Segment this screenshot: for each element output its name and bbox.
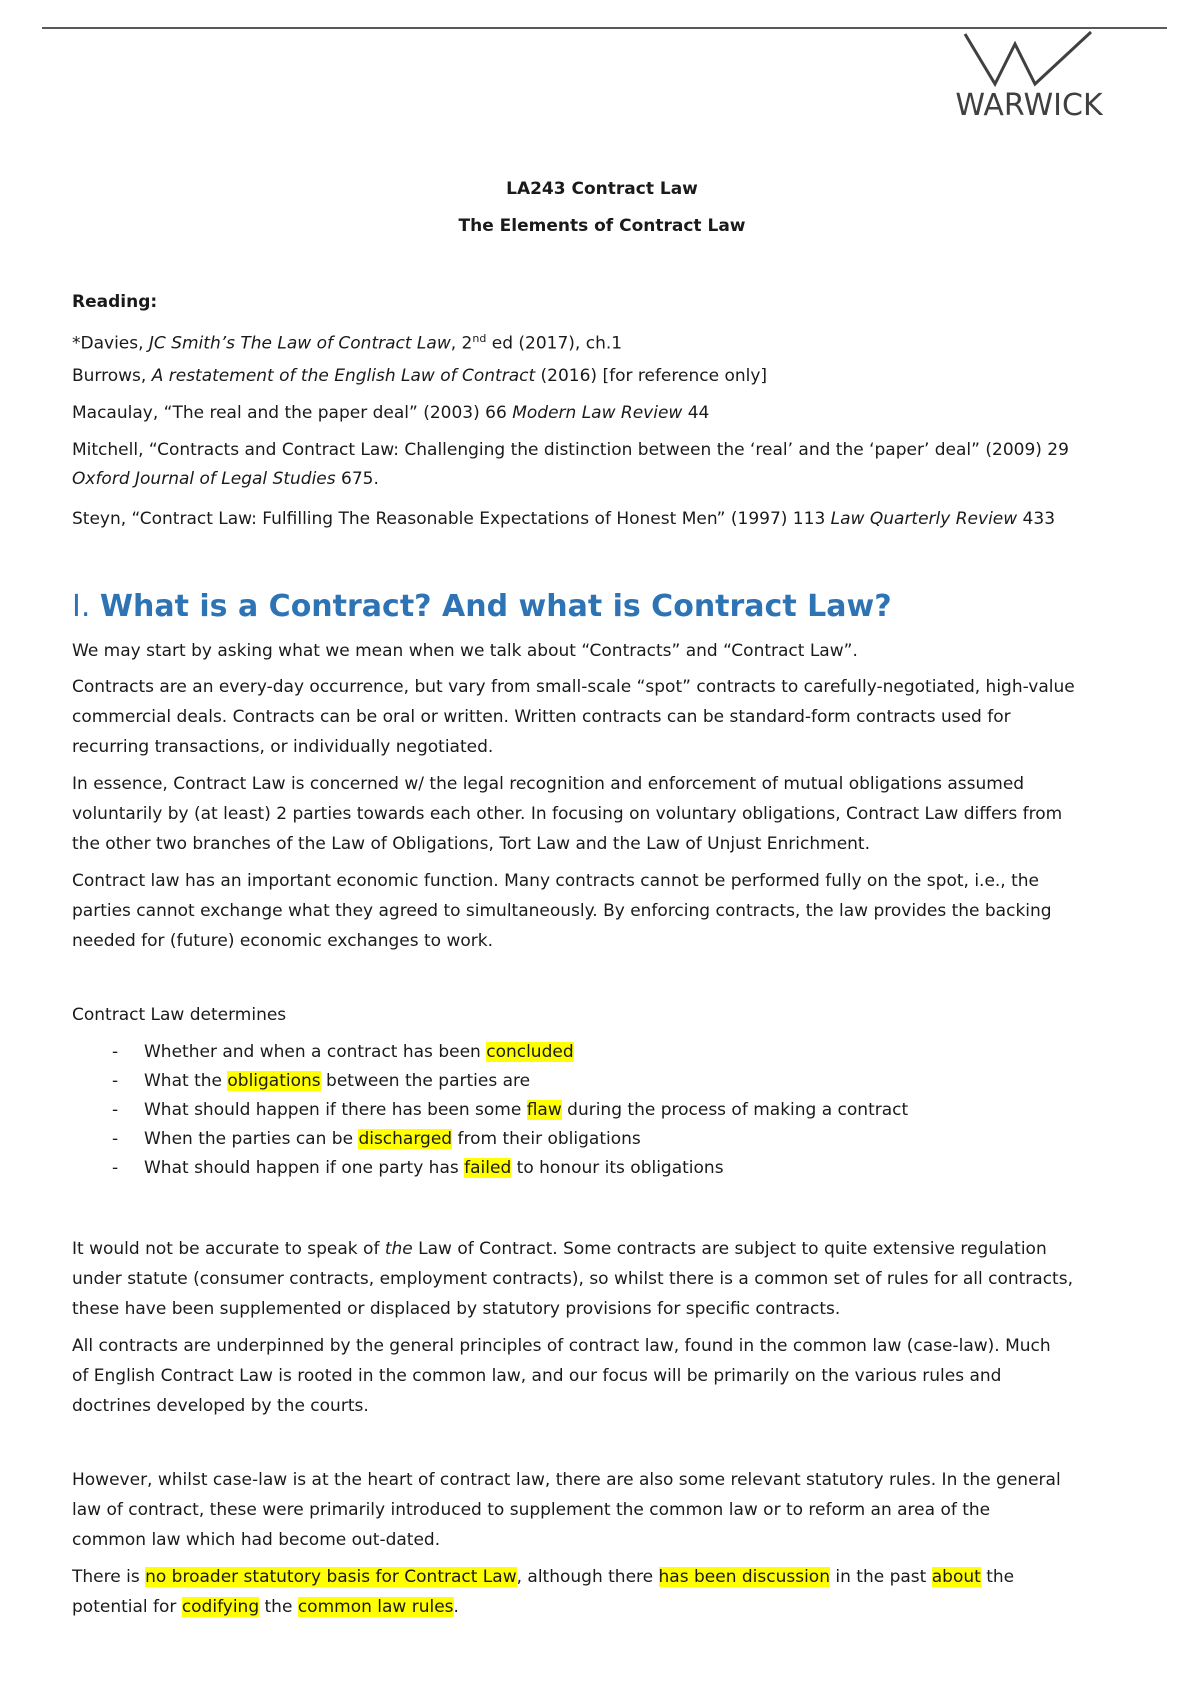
reading-item: Mitchell, “Contracts and Contract Law: Challenging the distinction between the ‘real’ and the ‘paper’ deal” (2009) 29 — [72, 440, 1069, 460]
reading-item: Burrows, A restatement of the English Law of Contract (2016) [for reference only] — [72, 366, 768, 386]
paragraph-line: potential for codifying the common law rules. — [72, 1597, 459, 1617]
paragraph-line: Contracts are an every-day occurrence, but vary from small-scale “spot” contracts to carefully-negotiated, high-value — [72, 677, 1075, 697]
paragraph-line: common law which had become out-dated. — [72, 1530, 441, 1550]
warwick-w-mark-icon — [963, 30, 1095, 88]
reading-item: Macaulay, “The real and the paper deal” (2003) 66 Modern Law Review 44 — [72, 403, 710, 423]
warwick-logo — [938, 30, 1120, 130]
highlight: obligations — [227, 1071, 321, 1091]
paragraph-line: these have been supplemented or displaced by statutory provisions for specific contracts. — [72, 1299, 841, 1319]
paragraph-line: commercial deals. Contracts can be oral or written. Written contracts can be standard-form contracts used for — [72, 707, 1011, 727]
document-title: The Elements of Contract Law — [458, 216, 746, 236]
section-heading: I. What is a Contract? And what is Contract Law? — [72, 589, 892, 624]
paragraph-line: needed for (future) economic exchanges to work. — [72, 931, 494, 951]
paragraph-line: Contract law has an important economic function. Many contracts cannot be performed fully on the spot, i.e., the — [72, 871, 1040, 891]
paragraph-line: In essence, Contract Law is concerned w/ the legal recognition and enforcement of mutual obligations assumed — [72, 774, 1025, 794]
paragraph-line: doctrines developed by the courts. — [72, 1396, 369, 1416]
highlight: flaw — [526, 1100, 562, 1120]
highlight: common law rules — [297, 1597, 454, 1617]
paragraph-line: All contracts are underpinned by the general principles of contract law, found in the common law (case-law). Much — [72, 1336, 1051, 1356]
paragraph-line: law of contract, these were primarily introduced to supplement the common law or to reform an area of the — [72, 1500, 991, 1520]
highlight: has been discussion — [658, 1567, 830, 1587]
paragraph-line: There is no broader statutory basis for Contract Law, although there has been discussion in the past about the — [72, 1567, 1015, 1587]
highlight: about — [931, 1567, 981, 1587]
list-intro: Contract Law determines — [72, 1005, 287, 1025]
top-rule — [42, 27, 1167, 29]
paragraph: We may start by asking what we mean when we talk about “Contracts” and “Contract Law”. — [72, 641, 858, 661]
paragraph-line: parties cannot exchange what they agreed to simultaneously. By enforcing contracts, the law provides the backing — [72, 901, 1052, 921]
highlight: failed — [464, 1158, 512, 1178]
reading-item-continued: Oxford Journal of Legal Studies 675. — [72, 469, 379, 489]
highlight: no broader statutory basis for Contract Law — [145, 1567, 517, 1587]
reading-label: Reading: — [72, 292, 158, 312]
paragraph-line: However, whilst case-law is at the heart of contract law, there are also some relevant statutory rules. In the general — [72, 1470, 1061, 1490]
highlight: discharged — [358, 1129, 453, 1149]
paragraph-line: of English Contract Law is rooted in the common law, and our focus will be primarily on the various rules and — [72, 1366, 1002, 1386]
paragraph-line: It would not be accurate to speak of the Law of Contract. Some contracts are subject to quite extensive regulation — [72, 1239, 1047, 1259]
paragraph-line: voluntarily by (at least) 2 parties towards each other. In focusing on voluntary obligations, Contract Law differs from — [72, 804, 1063, 824]
course-title: LA243 Contract Law — [506, 179, 698, 199]
reading-item: *Davies, JC Smith’s The Law of Contract Law, 2nd ed (2017), ch.1 — [72, 332, 623, 354]
logo-text: WARWICK — [955, 88, 1103, 123]
paragraph-line: recurring transactions, or individually negotiated. — [72, 737, 494, 757]
highlight: concluded — [486, 1042, 574, 1062]
highlight: codifying — [181, 1597, 260, 1617]
reading-item: Steyn, “Contract Law: Fulfilling The Reasonable Expectations of Honest Men” (1997) 113 Law Quarterly Review 433 — [72, 509, 1056, 529]
paragraph-line: under statute (consumer contracts, employment contracts), so whilst there is a common set of rules for all contracts, — [72, 1269, 1073, 1289]
paragraph-line: the other two branches of the Law of Obligations, Tort Law and the Law of Unjust Enrichment. — [72, 834, 870, 854]
